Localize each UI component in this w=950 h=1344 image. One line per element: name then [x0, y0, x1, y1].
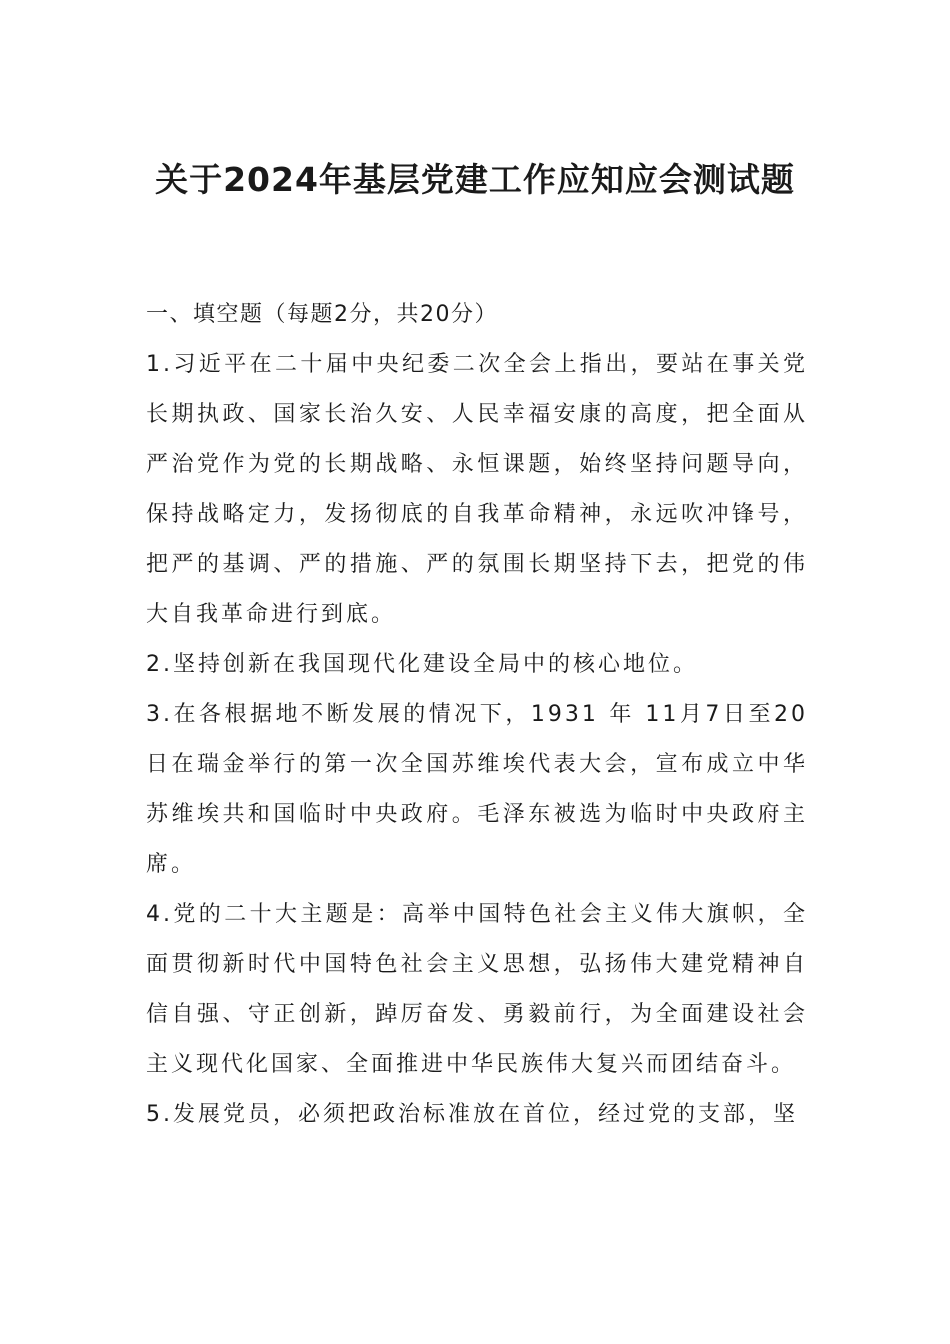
document-title: 关于2024年基层党建工作应知应会测试题 — [155, 160, 795, 199]
section-heading: 一、填空题（每题2分，共20分） — [146, 302, 498, 327]
question-4: 4.党的二十大主题是：高举中国特色社会主义伟大旗帜，全面贯彻新时代中国特色社会主义思想，弘扬伟大建党精神自信自强、守正创新，踔厉奋发、勇毅前行，为全面建设社会主义现代化国家、全面推进中华民族伟大复兴而团结奋斗。 — [146, 902, 808, 1077]
document-body — [146, 290, 808, 1140]
question-3: 3.在各根据地不断发展的情况下，1931 年 11月7日至20日在瑞金举行的第一次全国苏维埃代表大会，宣布成立中华苏维埃共和国临时中央政府。毛泽东被选为临时中央政府主席。 — [146, 702, 808, 877]
question-1: 1.习近平在二十届中央纪委二次全会上指出，要站在事关党长期执政、国家长治久安、人民幸福安康的高度，把全面从严治党作为党的长期战略、永恒课题，始终坚持问题导向，保持战略定力，发扬彻底的自我革命精神，永远吹冲锋号，把严的基调、严的措施、严的氛围长期坚持下去，把党的伟大自我革命进行到底。 — [146, 352, 808, 627]
question-5: 5.发展党员，必须把政治标准放在首位，经过党的支部，坚 — [146, 1102, 798, 1127]
question-2: 2.坚持创新在我国现代化建设全局中的核心地位。 — [146, 652, 698, 677]
